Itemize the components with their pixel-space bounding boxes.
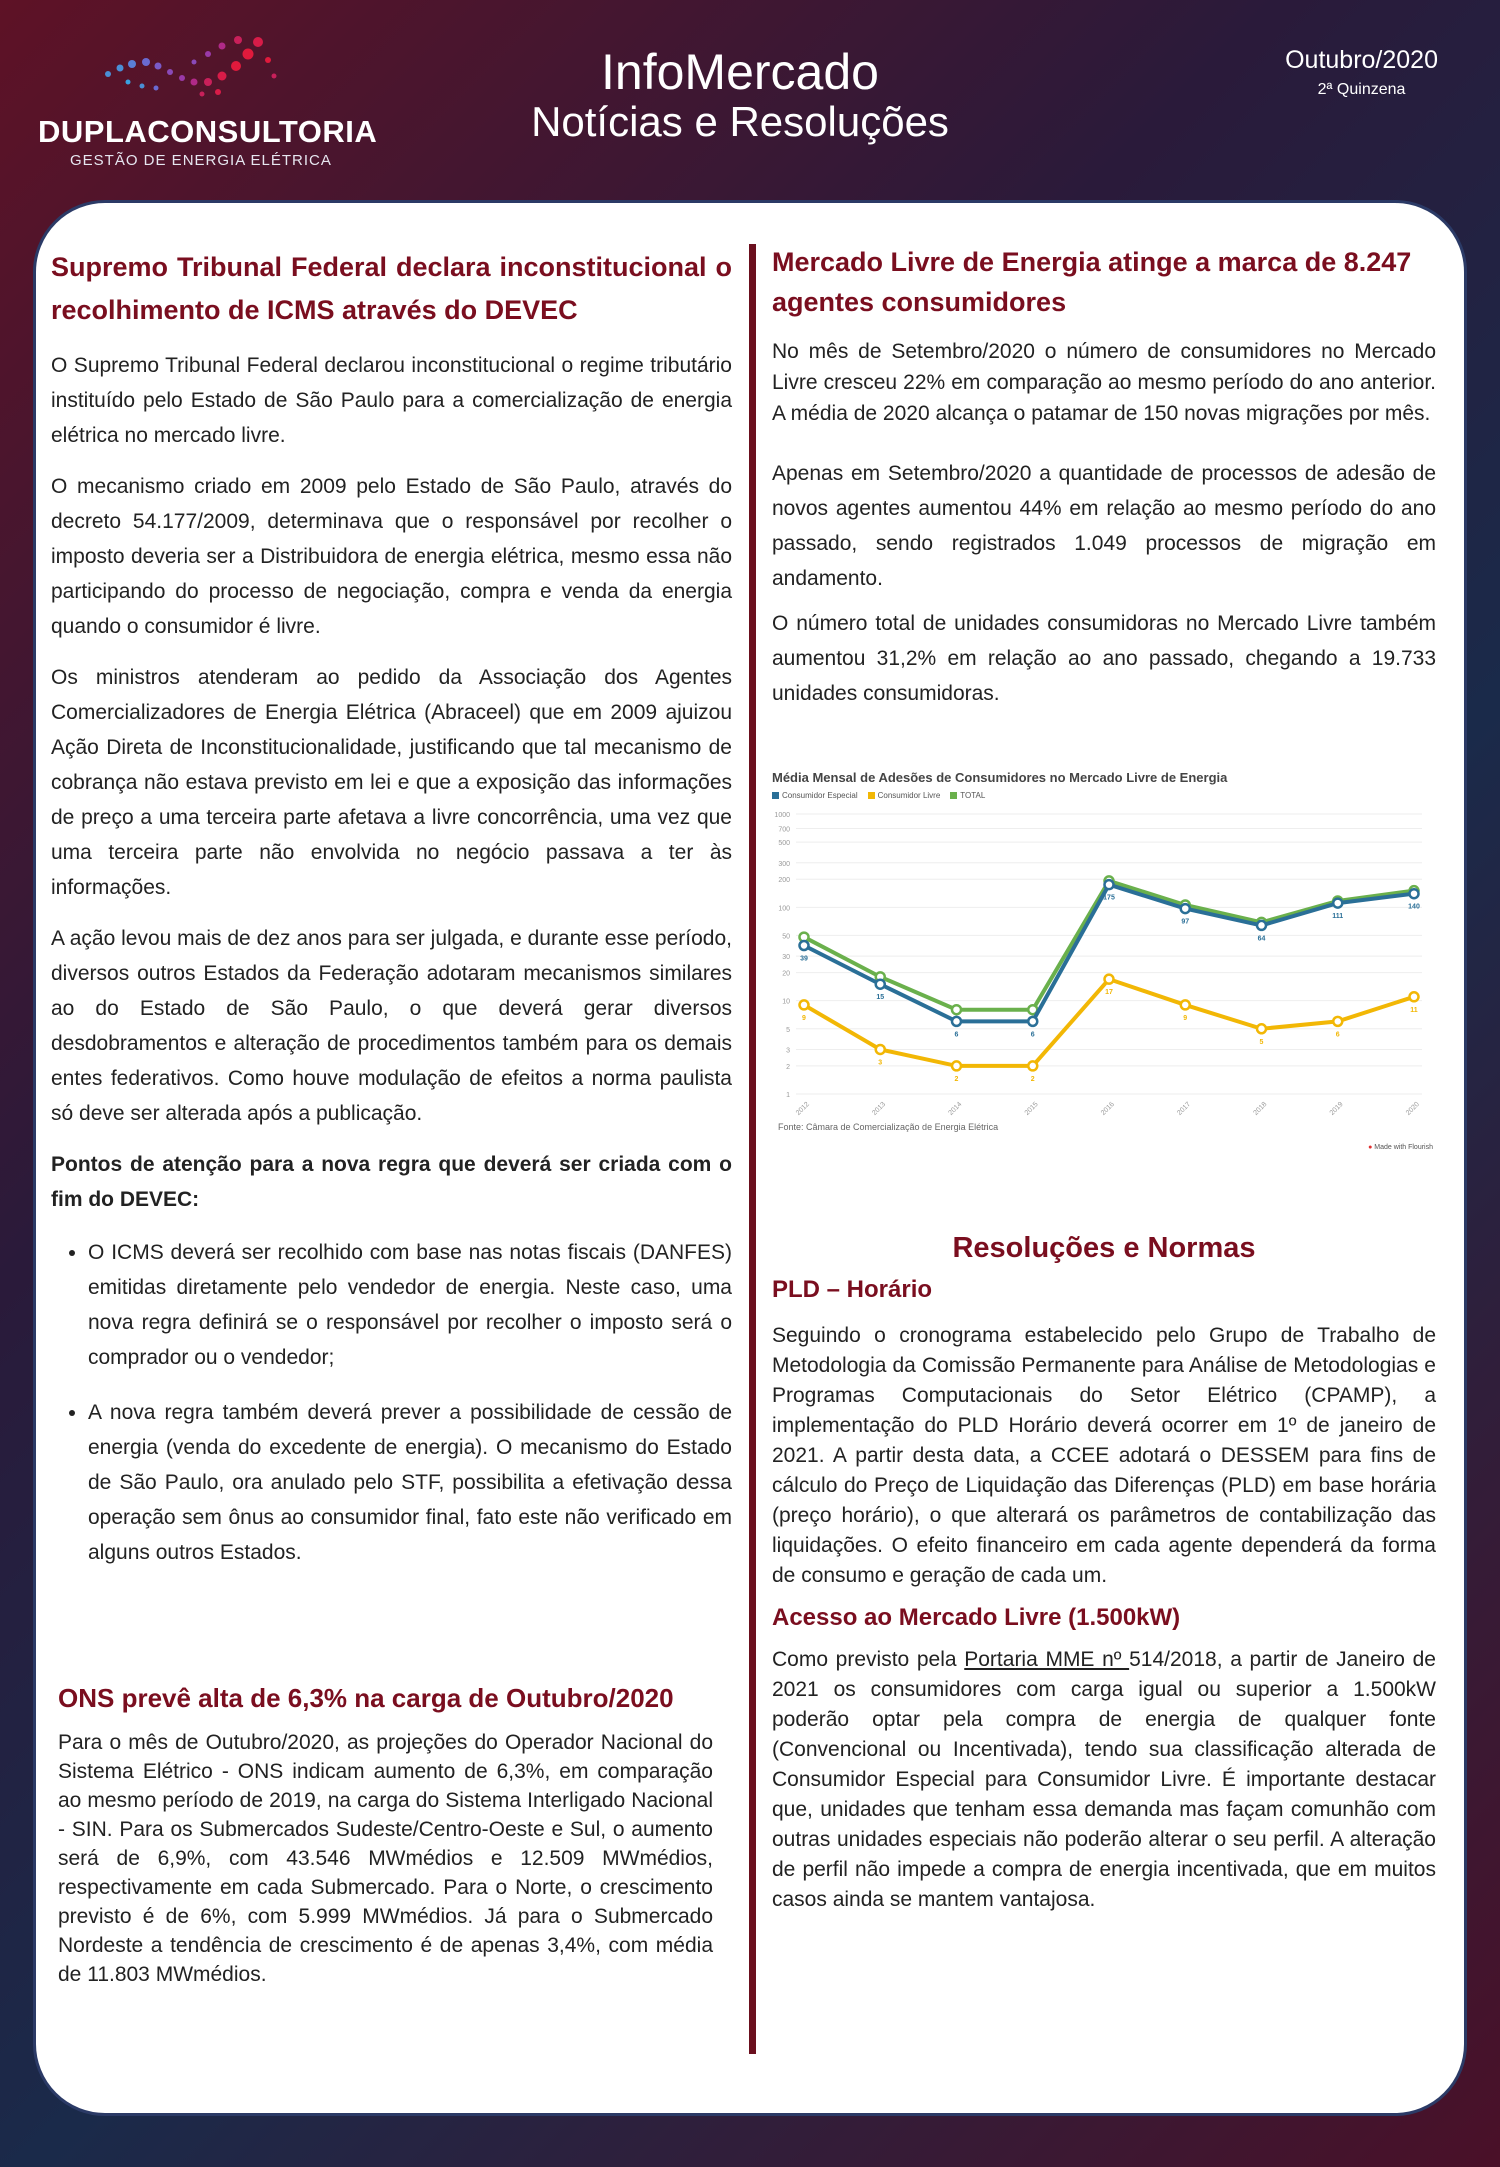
- y-tick-label: 200: [778, 877, 790, 885]
- page-title: [500, 46, 980, 146]
- legend-item: [772, 791, 858, 800]
- y-tick-label: 100: [778, 905, 790, 913]
- title-main: InfoMercado: [601, 44, 879, 100]
- data-label: 140: [1408, 903, 1420, 911]
- header: [0, 0, 1500, 190]
- data-label: 6: [954, 1031, 959, 1039]
- x-tick-label: 2019: [1328, 1100, 1345, 1117]
- legend-swatch: [868, 792, 875, 799]
- data-label: 15: [876, 994, 885, 1002]
- stf-attention-heading: Pontos de atenção para a nova regra que deverá ser criada com o fim do DEVEC:: [51, 1153, 732, 1211]
- y-tick-label: 5: [786, 1026, 790, 1034]
- company-logo: [38, 30, 378, 180]
- x-tick-label: 2012: [794, 1100, 811, 1117]
- data-point: [876, 980, 885, 989]
- x-tick-label: 2017: [1176, 1100, 1193, 1117]
- data-point: [1333, 1017, 1342, 1026]
- ons-heading: ONS prevê alta de 6,3% na carga de Outubro/2020: [58, 1683, 674, 1713]
- data-label: 6: [1335, 1031, 1340, 1039]
- data-label: 9: [802, 1014, 806, 1022]
- y-tick-label: 1000: [774, 812, 790, 819]
- data-point: [952, 1017, 961, 1026]
- stf-paragraph-2: O mecanismo criado em 2009 pelo Estado de São Paulo, através do decreto 54.177/2009, determinava que o responsável por recolher o imposto deveria ser a Distribuidora de energia elétrica, mesmo essa não participando do processo de negociação, compra e venda da energia quando o consumidor é livre.: [51, 475, 732, 638]
- mercado-paragraph-3: O número total de unidades consumidoras no Mercado Livre também aumentou 31,2% em relação ao ano passado, chegando a 19.733 unidades consumidoras.: [772, 612, 1436, 705]
- y-tick-label: 500: [778, 840, 790, 848]
- y-tick-label: 20: [782, 970, 790, 978]
- data-label: 3: [878, 1059, 883, 1067]
- y-tick-label: 50: [782, 933, 790, 941]
- data-label: 11: [1410, 1006, 1418, 1014]
- stf-paragraph-3: Os ministros atenderam ao pedido da Associação dos Agentes Comercializadores de Energia Elétrica (Abraceel) que em 2009 ajuizou Ação Direta de Inconstitucionalidade, justificando que tal mecanismo de cobrança não estava previsto em lei e que a exposição das informações de preço a uma terceira parte afetava a livre concorrência, uma vez que uma terceira parte não envolvida no negócio passava a ter às informações.: [51, 666, 732, 899]
- data-point: [1028, 1061, 1037, 1070]
- legend-label: TOTAL: [960, 791, 986, 800]
- data-point: [1333, 899, 1342, 908]
- x-tick-label: 2013: [871, 1100, 888, 1117]
- data-point: [876, 1045, 885, 1054]
- data-label: 5: [1259, 1038, 1264, 1046]
- data-label: 111: [1332, 913, 1344, 921]
- ons-paragraph: Para o mês de Outubro/2020, as projeções do Operador Nacional do Sistema Elétrico - ONS indicam aumento de 6,3%, em comparação ao mesmo período de 2019, na carga do Sistema Interligado Nacional - SIN. Para os Submercados Sudeste/Centro-Oeste e Sul, o aumento será de 6,9%, com 43.546 MWmédios e 12.509 MWmédios, respectivamente em cada Submercado. Para o Norte, o crescimento previsto é de 6%, com 5.999 MWmédios. Já para o Submercado Nordeste a tendência de crescimento é de apenas 3,4%, com média de 11.803 MWmédios.: [58, 1731, 713, 1986]
- stf-paragraph-1: O Supremo Tribunal Federal declarou inconstitucional o regime tributário instituído pelo Estado de São Paulo para a comercialização de energia elétrica no mercado livre.: [51, 354, 732, 447]
- data-label: 64: [1257, 935, 1266, 943]
- chart-legend: [772, 791, 1437, 800]
- resolucoes-heading: Resoluções e Normas: [952, 1232, 1256, 1264]
- list-item: • A nova regra também deverá prever a possibilidade de cessão de energia (venda do excedente de energia). O mecanismo do Estado de São Paulo, ora anulado pelo STF, possibilita a efetivação dessa operação sem ônus ao consumidor final, fato este não verificado em alguns outros Estados.: [88, 1395, 732, 1570]
- resolucoes-section: [772, 1232, 1436, 1915]
- data-label: 2: [954, 1075, 959, 1083]
- logo-dots-icon: [98, 32, 308, 112]
- x-tick-label: 2016: [1099, 1100, 1116, 1117]
- issue-month: Outubro/2020: [1285, 46, 1438, 74]
- chart-plot: [772, 804, 1437, 1124]
- data-point: [1410, 889, 1419, 898]
- chart-title: Média Mensal de Adesões de Consumidores no Mercado Livre de Energia: [772, 770, 1228, 785]
- adesoes-chart: [772, 770, 1437, 1170]
- data-point: [952, 1061, 961, 1070]
- data-point: [1257, 1024, 1266, 1033]
- title-sub: Notícias e Resoluções: [531, 98, 949, 145]
- data-point: [1410, 992, 1419, 1001]
- y-tick-label: 30: [782, 954, 790, 962]
- column-divider: [749, 244, 756, 2054]
- data-point: [952, 1005, 961, 1014]
- y-tick-label: 10: [782, 998, 790, 1006]
- pld-paragraph: Seguindo o cronograma estabelecido pelo Grupo de Trabalho de Metodologia da Comissão Permanente para Análise de Metodologias e Programas Computacionais do Setor Elétrico (CPAMP), a implementação do PLD Horário deverá ocorrer em 1º de janeiro de 2021. A partir desta data, a CCEE adotará o DESSEM para fins de cálculo do Preço de Liquidação das Diferenças (PLD) em base horária (preço horário), o que alterará os parâmetros de contabilização das liquidações. O efeito financeiro em cada agente dependerá da forma de consumo e geração de cada um.: [772, 1324, 1436, 1587]
- legend-item: [868, 791, 941, 800]
- data-label: 39: [800, 955, 808, 963]
- y-tick-label: 2: [786, 1063, 790, 1071]
- acesso-heading: Acesso ao Mercado Livre (1.500kW): [772, 1604, 1181, 1631]
- data-point: [800, 1000, 809, 1009]
- mercado-paragraph-1: No mês de Setembro/2020 o número de consumidores no Mercado Livre cresceu 22% em comparação ao mesmo período do ano anterior. A média de 2020 alcança o patamar de 150 novas migrações por mês.: [772, 340, 1436, 425]
- data-point: [1105, 975, 1114, 984]
- chart-credit-text: Made with Flourish: [1374, 1144, 1433, 1151]
- y-tick-label: 300: [778, 860, 790, 868]
- stf-article: [51, 246, 732, 1590]
- data-point: [1257, 921, 1266, 930]
- acesso-prefix: Como previsto pela: [772, 1648, 965, 1671]
- chart-source: Fonte: Câmara de Comercialização de Energia Elétrica: [778, 1122, 999, 1132]
- issue-date: [1285, 46, 1438, 99]
- data-point: [1105, 880, 1114, 889]
- data-point: [1028, 1017, 1037, 1026]
- legend-swatch: [950, 792, 957, 799]
- legend-item: [950, 791, 985, 800]
- legend-label: Consumidor Especial: [782, 791, 858, 800]
- x-tick-label: 2018: [1252, 1100, 1269, 1117]
- stf-bullet-list: [51, 1235, 732, 1570]
- stf-heading: Supremo Tribunal Federal declara inconstitucional o recolhimento de ICMS através do DEVEC: [51, 252, 732, 325]
- legend-label: Consumidor Livre: [877, 791, 941, 800]
- y-tick-label: 3: [786, 1047, 790, 1055]
- data-label: 175: [1103, 894, 1115, 902]
- data-label: 6: [1030, 1031, 1035, 1039]
- ons-article: [58, 1680, 713, 1989]
- mercado-article: [772, 242, 1436, 711]
- logo-name: DUPLACONSULTORIA: [38, 114, 378, 149]
- stf-paragraph-4: A ação levou mais de dez anos para ser julgada, e durante esse período, diversos outros Estados da Federação adotaram mecanismos similares ao do Estado de São Paulo, o que deverá gerar diversos desdobramentos e alteração de procedimentos também para os demais entes federativos. Como houve modulação de efeitos a norma paulista só deve ser alterada após a publicação.: [51, 927, 732, 1125]
- acesso-body: 514/2018, a partir de Janeiro de 2021 os consumidores com carga igual ou superior a 1.500kW poderão optar pela compra de energia de qualquer fonte (Convencional ou Incentivada), tendo sua classificação alterada de Consumidor Especial para Consumidor Livre. É importante destacar que, unidades que tenham essa demanda mas façam comunhão com outras unidades especiais não poderão alterar o seu perfil. A alteração de perfil não impede a compra de energia incentivada, que em muitos casos ainda se mantem vantajosa.: [772, 1648, 1436, 1911]
- y-tick-label: 1: [786, 1092, 790, 1099]
- y-tick-label: 700: [778, 826, 790, 834]
- x-tick-label: 2014: [947, 1100, 964, 1117]
- data-label: 9: [1183, 1014, 1188, 1022]
- mercado-paragraph-2: Apenas em Setembro/2020 a quantidade de processos de adesão de novos agentes aumentou 44% em relação ao mesmo período do ano passado, sendo registrados 1.049 processos de migração em andamento.: [772, 462, 1436, 590]
- data-point: [1181, 904, 1190, 913]
- issue-period: 2ª Quinzena: [1317, 81, 1406, 98]
- x-tick-label: 2020: [1404, 1100, 1421, 1117]
- list-item: • O ICMS deverá ser recolhido com base nas notas fiscais (DANFES) emitidas diretamente pelo vendedor de energia. Neste caso, uma nova regra definirá se o responsável por recolher o imposto será o comprador ou o vendedor;: [88, 1235, 732, 1375]
- portaria-link[interactable]: Portaria MME nº: [964, 1648, 1130, 1671]
- logo-tagline: GESTÃO DE ENERGIA ELÉTRICA: [70, 152, 332, 169]
- pld-heading: PLD – Horário: [772, 1276, 933, 1303]
- chart-credit: ● Made with Flourish: [1368, 1144, 1433, 1151]
- data-label: 2: [1030, 1075, 1035, 1083]
- acesso-paragraph: [772, 1645, 1436, 1915]
- legend-swatch: [772, 792, 779, 799]
- data-label: 17: [1105, 989, 1113, 997]
- data-point: [800, 941, 809, 950]
- mercado-heading: Mercado Livre de Energia atinge a marca de 8.247 agentes consumidores: [772, 247, 1412, 317]
- data-point: [1181, 1000, 1190, 1009]
- data-label: 97: [1181, 918, 1190, 926]
- x-tick-label: 2015: [1023, 1100, 1040, 1117]
